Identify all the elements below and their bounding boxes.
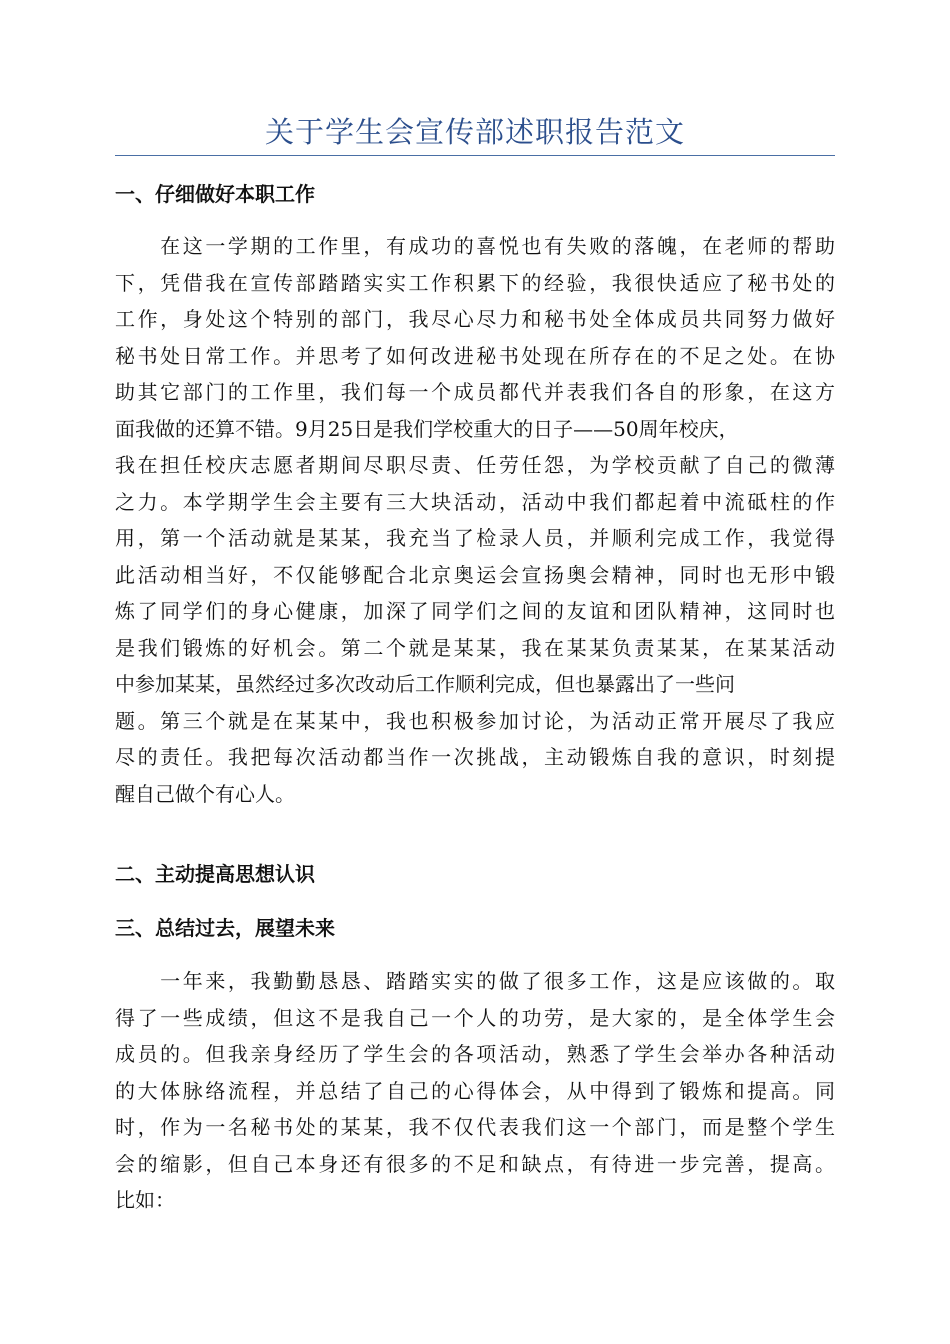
paragraph-line: 用，第一个活动就是某某，我充当了检录人员，并顺利完成工作，我觉得 — [115, 526, 835, 550]
paragraph-line: 炼了同学们的身心健康，加深了同学们之间的友谊和团队精神，这同时也 — [115, 599, 835, 623]
section-heading-3: 三、总结过去，展望未来 — [115, 916, 335, 940]
paragraph-line: 会的缩影，但自己本身还有很多的不足和缺点，有待进一步完善，提高。 — [115, 1151, 835, 1176]
paragraph-line: 是我们锻炼的好机会。第二个就是某某，我在某某负责某某，在某某活动 — [115, 635, 835, 660]
paragraph-line: 成员的。但我亲身经历了学生会的各项活动，熟悉了学生会举办各种活动 — [115, 1042, 835, 1066]
paragraph-line: 得了一些成绩，但这不是我自己一个人的功劳，是大家的，是全体学生会 — [115, 1005, 835, 1030]
document-title: 关于学生会宣传部述职报告范文 — [264, 115, 685, 149]
paragraph-line: 秘书处日常工作。并思考了如何改进秘书处现在所存在的不足之处。在协 — [115, 343, 835, 368]
paragraph-line: 尽的责任。我把每次活动都当作一次挑战，主动锻炼自我的意识，时刻提 — [115, 745, 835, 769]
section-heading-1: 一、仔细做好本职工作 — [115, 182, 315, 206]
paragraph-line: 面我做的还算不错。9月25日是我们学校重大的日子——50周年校庆， — [115, 416, 739, 441]
paragraph-line: 之力。本学期学生会主要有三大块活动，活动中我们都起着中流砥柱的作 — [115, 489, 835, 514]
title-underline — [115, 155, 835, 156]
paragraph-line: 工作，身处这个特别的部门，我尽心尽力和秘书处全体成员共同努力做好 — [115, 307, 835, 331]
paragraph-line: 比如： — [115, 1188, 175, 1212]
paragraph-line: 的大体脉络流程，并总结了自己的心得体会，从中得到了锻炼和提高。同 — [115, 1078, 835, 1103]
paragraph-line: 此活动相当好，不仅能够配合北京奥运会宣扬奥会精神，同时也无形中锻 — [115, 562, 835, 587]
section-paragraph-1 — [115, 228, 835, 812]
paragraph-line: 醒自己做个有心人。 — [115, 781, 295, 806]
paragraph-line: 助其它部门的工作里，我们每一个成员都代并表我们各自的形象，在这方 — [115, 380, 835, 404]
section-paragraph-3 — [115, 963, 835, 1219]
paragraph-line: 我在担任校庆志愿者期间尽职尽责、任劳任怨，为学校贡献了自己的微薄 — [115, 453, 835, 477]
paragraph-line: 一年来，我勤勤恳恳、踏踏实实的做了很多工作，这是应该做的。取 — [115, 969, 835, 993]
paragraph-line: 时，作为一名秘书处的某某，我不仅代表我们这一个部门，而是整个学生 — [115, 1115, 835, 1139]
paragraph-line: 中参加某某，虽然经过多次改动后工作顺利完成，但也暴露出了一些问 — [115, 672, 735, 696]
paragraph-line: 题。第三个就是在某某中，我也积极参加讨论，为活动正常开展尽了我应 — [115, 708, 835, 733]
section-heading-2: 二、主动提高思想认识 — [115, 862, 315, 886]
paragraph-line: 在这一学期的工作里，有成功的喜悦也有失败的落魄，在老师的帮助 — [115, 234, 835, 258]
paragraph-line: 下，凭借我在宣传部踏踏实实工作积累下的经验，我很快适应了秘书处的 — [115, 270, 835, 295]
